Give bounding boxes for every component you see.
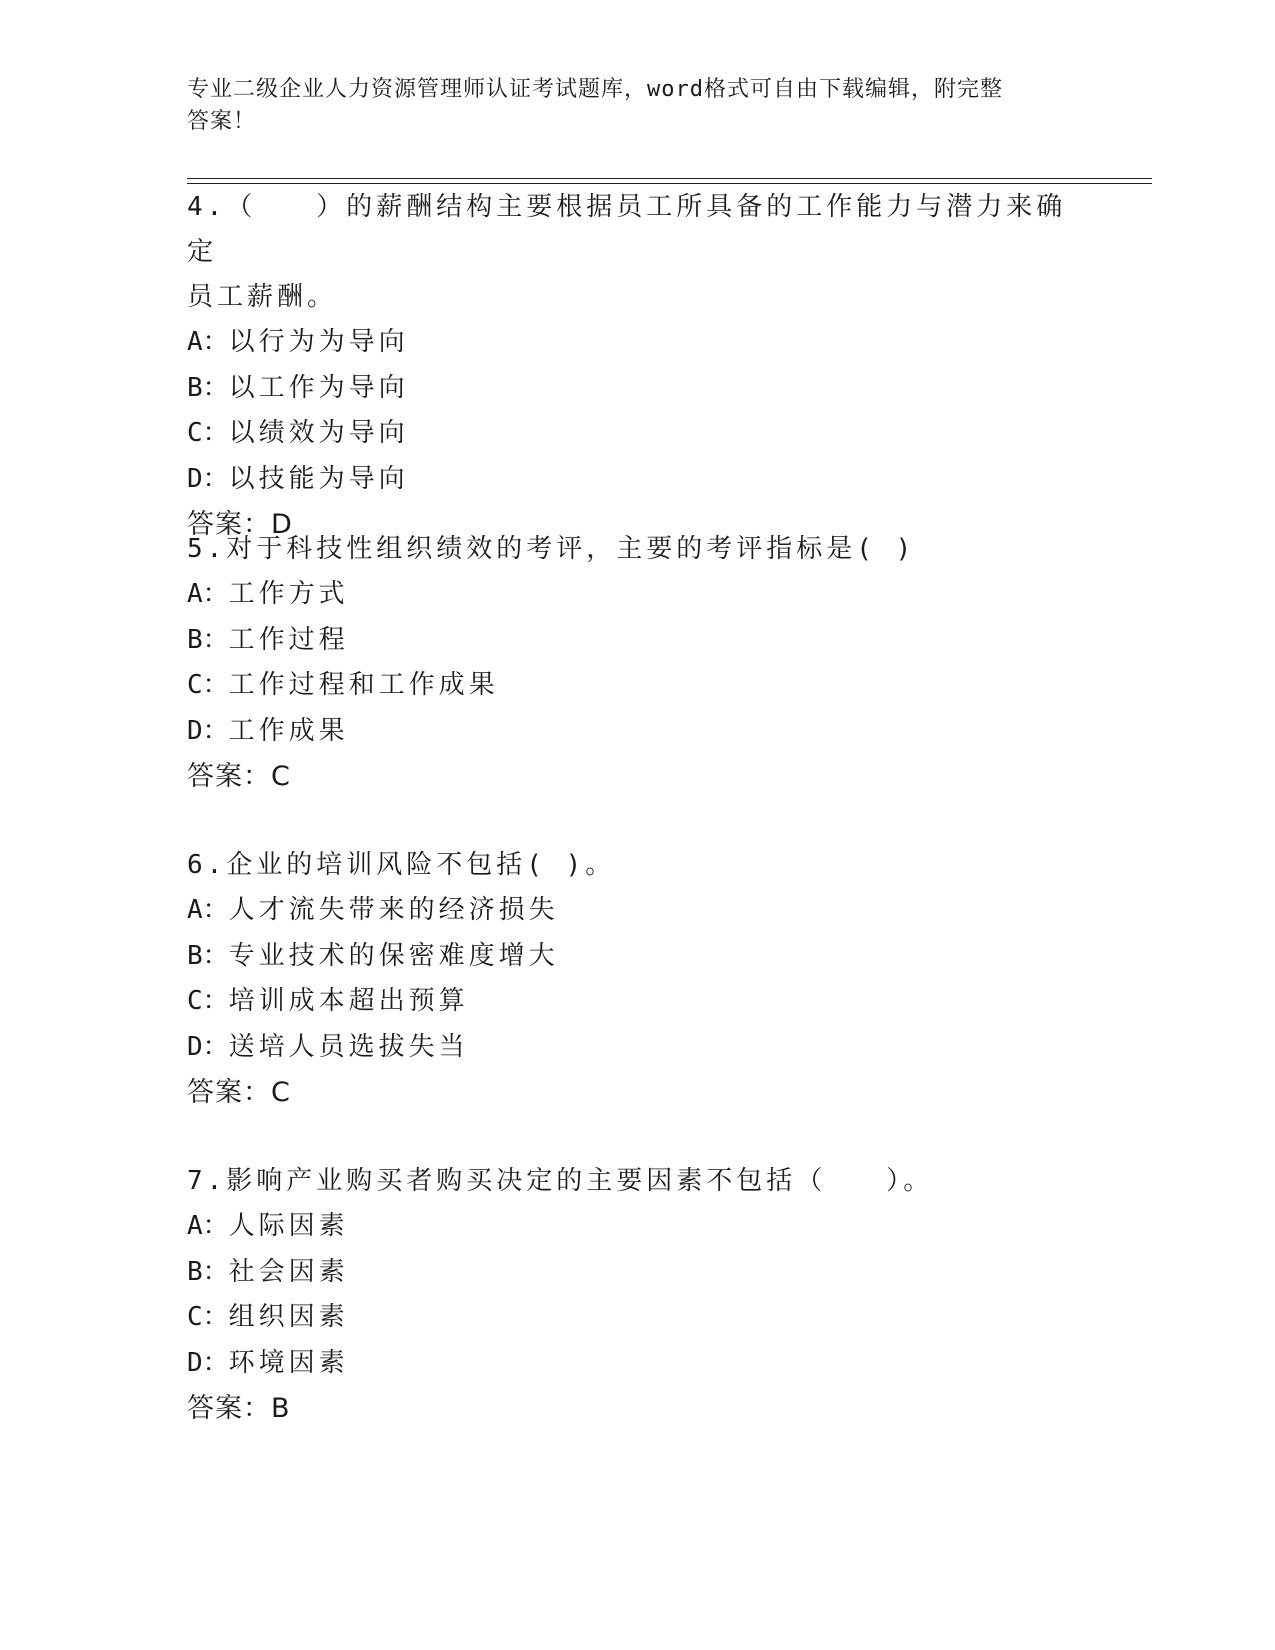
- option-d: [187, 457, 1087, 503]
- option-text: 以绩效为导向: [228, 418, 409, 448]
- option-key: D：: [187, 715, 229, 746]
- option-key: A：: [187, 579, 229, 609]
- option-text: 工作方式: [228, 579, 349, 609]
- option-key: D：: [187, 1031, 229, 1062]
- option-b: [187, 1250, 1087, 1296]
- option-key: C：: [187, 1302, 229, 1332]
- option-text: 工作成果: [228, 715, 349, 746]
- header-divider-top: [187, 178, 1152, 179]
- option-text: 工作过程: [228, 624, 349, 655]
- question-stem-line-1: 7.影响产业购买者购买决定的主要因素不包括（ ）。: [187, 1166, 934, 1196]
- option-c: [187, 979, 1087, 1025]
- answer-line: 答案：D: [187, 509, 293, 540]
- option-a: [187, 1204, 1087, 1250]
- option-key: C：: [187, 986, 229, 1016]
- option-key: B：: [187, 1256, 229, 1287]
- option-a: [187, 572, 1087, 618]
- option-text: 以行为为导向: [228, 327, 409, 357]
- option-key: B：: [187, 940, 229, 971]
- option-key: D：: [187, 1347, 229, 1378]
- option-text: 培训成本超出预算: [228, 986, 469, 1016]
- intro-line-2: 答案！: [187, 109, 257, 134]
- question-stem: [187, 843, 1087, 888]
- question-stem: [187, 1159, 1087, 1204]
- question-stem-line-1: 5.对于科技性组织绩效的考评，主要的考评指标是( ): [187, 534, 916, 564]
- answer-line: 答案：B: [187, 1393, 291, 1424]
- option-a: [187, 320, 1087, 366]
- option-text: 工作过程和工作成果: [228, 670, 499, 700]
- option-text: 环境因素: [228, 1347, 349, 1378]
- option-text: 人才流失带来的经济损失: [228, 895, 559, 925]
- header-divider-bottom: [187, 183, 1152, 184]
- option-text: 组织因素: [228, 1302, 349, 1332]
- option-d: [187, 1341, 1087, 1387]
- intro-line-1: 专业二级企业人力资源管理师认证考试题库，word格式可自由下载编辑，附完整: [187, 77, 1003, 102]
- question-5: [187, 527, 1087, 800]
- question-7: [187, 1159, 1087, 1432]
- option-key: D：: [187, 463, 229, 494]
- option-key: A：: [187, 1211, 229, 1241]
- option-d: [187, 709, 1087, 755]
- option-text: 以工作为导向: [228, 372, 409, 403]
- question-stem-line-1: 6.企业的培训风险不包括( )。: [187, 850, 616, 880]
- option-key: A：: [187, 327, 229, 357]
- question-stem-line-1: 4.（ ）的薪酬结构主要根据员工所具备的工作能力与潜力来确定: [187, 192, 1067, 267]
- option-c: [187, 411, 1087, 457]
- option-text: 以技能为导向: [228, 463, 409, 494]
- option-key: A：: [187, 895, 229, 925]
- option-key: C：: [187, 670, 229, 700]
- answer-line: 答案：C: [187, 1077, 291, 1108]
- option-c: [187, 663, 1087, 709]
- option-text: 送培人员选拔失当: [228, 1031, 469, 1062]
- option-text: 社会因素: [228, 1256, 349, 1287]
- answer-line: 答案：C: [187, 761, 291, 792]
- option-c: [187, 1295, 1087, 1341]
- option-b: [187, 934, 1087, 980]
- option-key: C：: [187, 418, 229, 448]
- option-text: 人际因素: [228, 1211, 349, 1241]
- option-key: B：: [187, 624, 229, 655]
- option-b: [187, 618, 1087, 664]
- option-a: [187, 888, 1087, 934]
- document-intro: [187, 74, 1067, 138]
- option-b: [187, 366, 1087, 412]
- question-6: [187, 843, 1087, 1116]
- option-key: B：: [187, 372, 229, 403]
- option-d: [187, 1025, 1087, 1071]
- question-4: [187, 185, 1087, 548]
- question-stem: [187, 185, 1087, 320]
- question-stem: [187, 527, 1087, 572]
- question-stem-line-2: 员工薪酬。: [187, 282, 338, 312]
- option-text: 专业技术的保密难度增大: [228, 940, 559, 971]
